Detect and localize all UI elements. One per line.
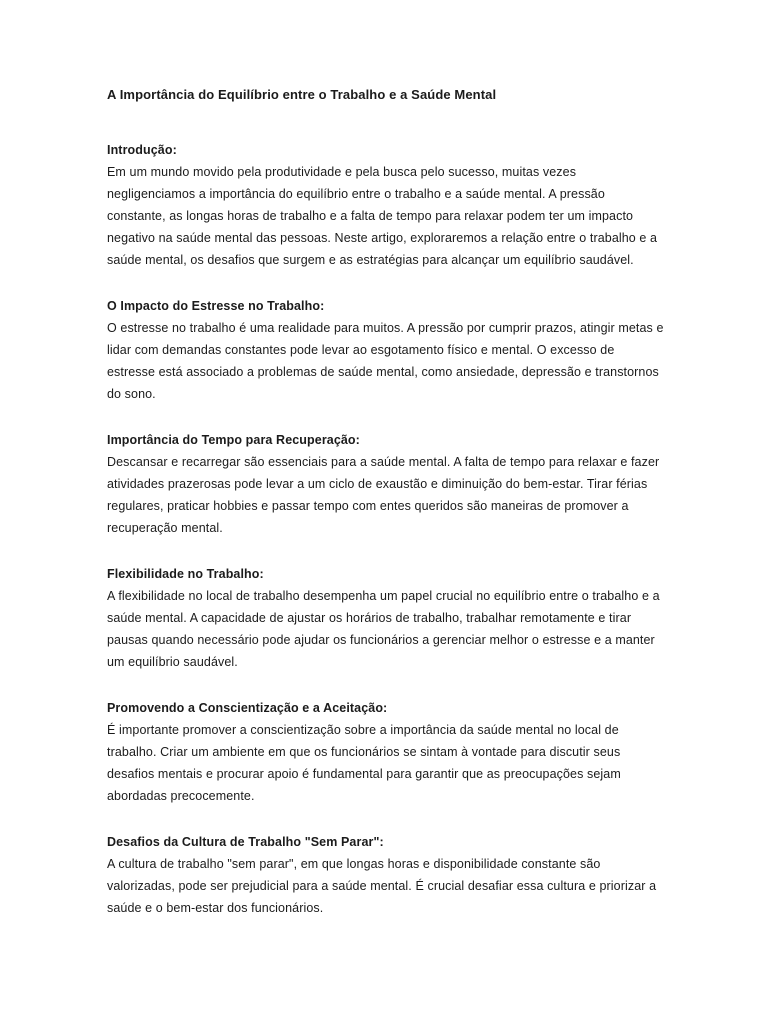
section-heading: Promovendo a Conscientização e a Aceitação:	[107, 701, 388, 715]
section-paragraph: A flexibilidade no local de trabalho desempenha um papel crucial no equilíbrio entre o trabalho e a saúde mental. A capacidade de ajustar os horários de trabalho, trabalhar remotamente e tirar pausas quando necessário pode ajudar os funcionários a gerenciar melhor o estresse e a manter um equilíbrio saudável.	[107, 589, 660, 669]
section-heading: Flexibilidade no Trabalho:	[107, 567, 264, 581]
section-heading: Importância do Tempo para Recuperação:	[107, 433, 360, 447]
document-section	[107, 295, 664, 405]
section-heading: O Impacto do Estresse no Trabalho:	[107, 299, 325, 313]
section-paragraph: Descansar e recarregar são essenciais para a saúde mental. A falta de tempo para relaxar e fazer atividades prazerosas pode levar a um ciclo de exaustão e diminuição do bem-estar. Tirar férias regulares, praticar hobbies e passar tempo com entes queridos são maneiras de promover a recuperação mental.	[107, 455, 660, 535]
section-heading: Desafios da Cultura de Trabalho "Sem Parar":	[107, 835, 384, 849]
document-section	[107, 831, 664, 919]
document-section	[107, 563, 664, 673]
document-body	[107, 139, 664, 919]
section-paragraph: É importante promover a conscientização sobre a importância da saúde mental no local de trabalho. Criar um ambiente em que os funcionários se sintam à vontade para discutir seus desafios mentais e procurar apoio é fundamental para garantir que as preocupações sejam abordadas precocemente.	[107, 723, 621, 803]
section-paragraph: A cultura de trabalho "sem parar", em que longas horas e disponibilidade constante são valorizadas, pode ser prejudicial para a saúde mental. É crucial desafiar essa cultura e priorizar a saúde e o bem-estar dos funcionários.	[107, 857, 657, 915]
section-heading: Introdução:	[107, 143, 177, 157]
document-section	[107, 139, 664, 271]
document-section	[107, 697, 664, 807]
section-paragraph: Em um mundo movido pela produtividade e pela busca pelo sucesso, muitas vezes negligenciamos a importância do equilíbrio entre o trabalho e a saúde mental. A pressão constante, as longas horas de trabalho e a falta de tempo para relaxar podem ter um impacto negativo na saúde mental das pessoas. Neste artigo, exploraremos a relação entre o trabalho e a saúde mental, os desafios que surgem e as estratégias para alcançar um equilíbrio saudável.	[107, 165, 658, 267]
document-section	[107, 429, 664, 539]
section-paragraph: O estresse no trabalho é uma realidade para muitos. A pressão por cumprir prazos, atingir metas e lidar com demandas constantes pode levar ao esgotamento físico e mental. O excesso de estresse está associado a problemas de saúde mental, como ansiedade, depressão e transtornos do sono.	[107, 321, 664, 401]
document-title: A Importância do Equilíbrio entre o Trabalho e a Saúde Mental	[107, 87, 497, 102]
